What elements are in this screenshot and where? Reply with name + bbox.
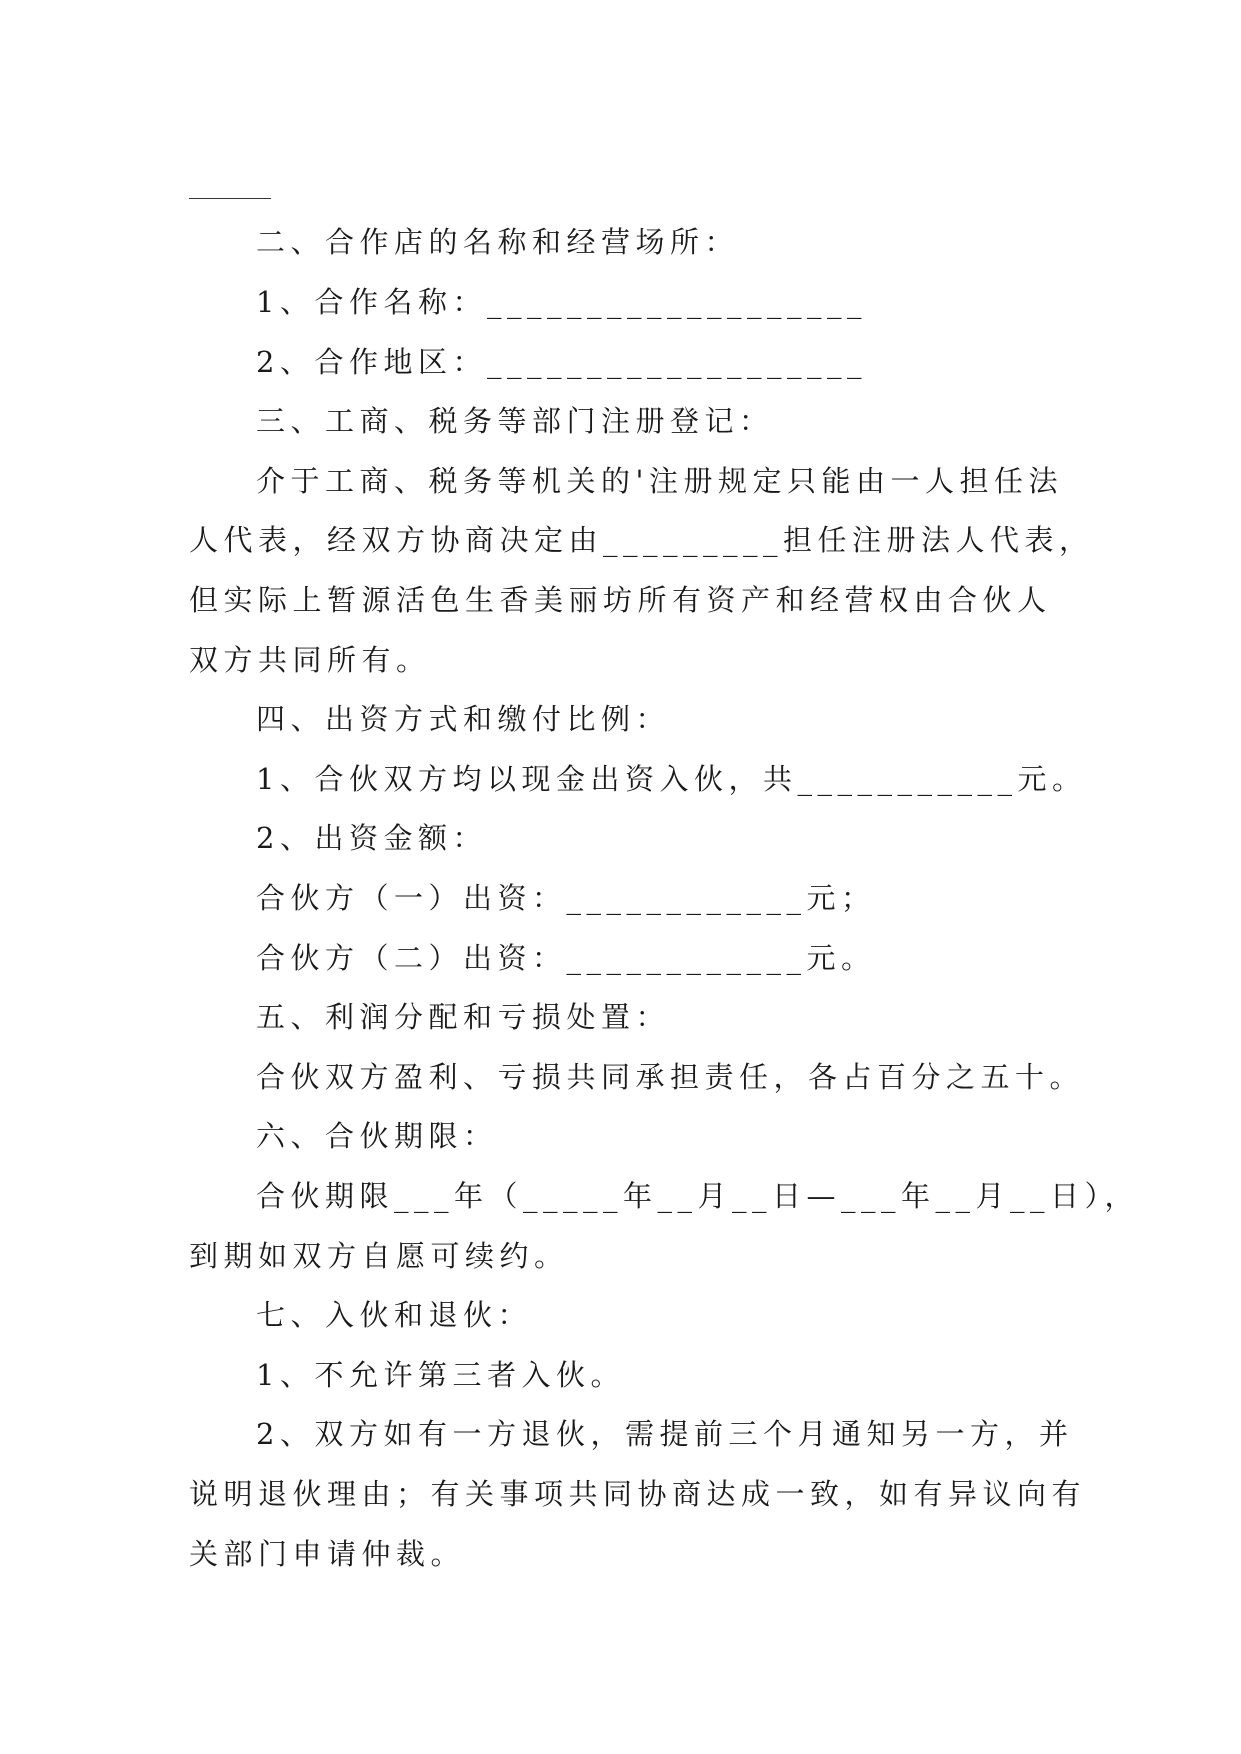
partner-1-investment: 合伙方（一）出资：____________元； — [256, 881, 876, 915]
paragraph-line: 人代表，经双方协商决定由_________担任注册法人代表， — [189, 523, 1094, 557]
partnership-term-line: 合伙期限___年（_____年__月__日—___年__月__日）， — [256, 1179, 1140, 1213]
paragraph-line: 双方共同所有。 — [189, 643, 431, 677]
paragraph-line: 关部门申请仲裁。 — [189, 1537, 466, 1571]
section-3-heading: 三、工商、税务等部门注册登记： — [256, 404, 774, 438]
section-5-heading: 五、利润分配和亏损处置： — [256, 1000, 671, 1034]
cooperation-name-line: 1、合作名称：___________________ — [256, 285, 867, 319]
section-6-heading: 六、合伙期限： — [256, 1119, 498, 1153]
paragraph-line: 说明退伙理由；有关事项共同协商达成一致，如有异议向有 — [189, 1477, 1087, 1511]
paragraph-line: 但实际上暂源活色生香美丽坊所有资产和经营权由合伙人 — [189, 583, 1052, 617]
paragraph-line: 1、不允许第三者入伙。 — [256, 1358, 625, 1392]
cooperation-area-line: 2、合作地区：___________________ — [256, 345, 867, 379]
section-7-heading: 七、入伙和退伙： — [256, 1298, 533, 1332]
top-rule-line — [189, 198, 271, 199]
partner-2-investment: 合伙方（二）出资：____________元。 — [256, 941, 876, 975]
paragraph-line: 1、合伙双方均以现金出资入伙，共___________元。 — [256, 762, 1087, 796]
paragraph-line: 2、双方如有一方退伙，需提前三个月通知另一方，并 — [256, 1417, 1074, 1451]
section-4-heading: 四、出资方式和缴付比例： — [256, 702, 671, 736]
paragraph-line: 介于工商、税务等机关的'注册规定只能由一人担任法 — [256, 464, 1063, 498]
paragraph-line: 到期如双方自愿可续约。 — [189, 1239, 569, 1273]
paragraph-line: 2、出资金额： — [256, 821, 487, 855]
paragraph-line: 合伙双方盈利、亏损共同承担责任，各占百分之五十。 — [256, 1060, 1085, 1094]
section-2-heading: 二、合作店的名称和经营场所： — [256, 225, 740, 259]
